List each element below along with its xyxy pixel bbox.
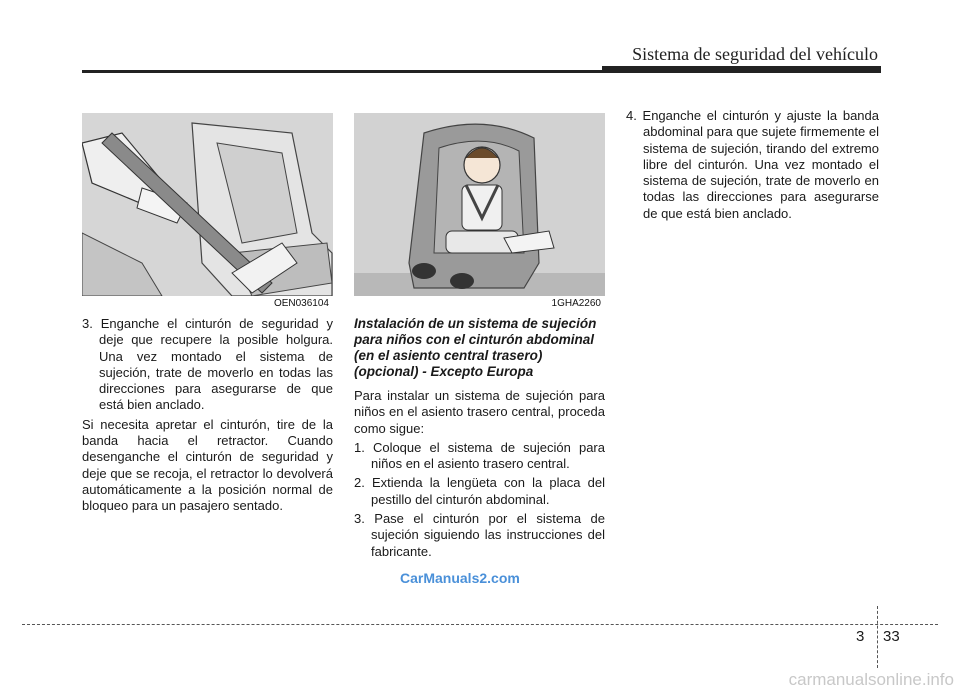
figure-belt-tightening xyxy=(82,113,333,310)
header-rule-accent xyxy=(602,66,881,72)
text-column-1 xyxy=(82,316,333,518)
intro-paragraph: Para instalar un sistema de sujeción para niños en el asiento trasero central, proceda como sigue: xyxy=(354,388,605,436)
figure-caption: OEN036104 xyxy=(273,298,329,309)
page-number: 33 xyxy=(883,628,900,645)
watermark-link[interactable]: CarManuals2.com xyxy=(400,570,520,586)
figure-child-seat xyxy=(354,113,605,310)
text-column-2 xyxy=(354,316,605,563)
paragraph-retractor: Si necesita apretar el cinturón, tire de la banda hacia el retractor. Cuando desenganche el cinturón de seguridad y deje que se recoja, el retractor lo devolverá automáticamente a la posición normal de bloqueo para un pasajero sentado. xyxy=(82,416,333,514)
step-3: 3. Pase el cinturón por el sistema de sujeción siguiendo las instrucciones del fabricante. xyxy=(354,511,605,559)
step-1: 1. Coloque el sistema de sujeción para niños en el asiento trasero central. xyxy=(354,439,605,472)
chapter-number: 3 xyxy=(856,628,865,645)
step-4: 4. Enganche el cinturón y ajuste la banda abdominal para que sujete firmemente el sistema de sujeción, tirando del extremo libre del cinturón. Una vez montado el sistema de sujeción, trate de moverlo en todas las direcciones para asegurarse de que está bien anclado. xyxy=(626,108,879,221)
illustration-hands-belt xyxy=(82,113,333,310)
illustration-child-in-seat xyxy=(354,113,605,310)
footer-rule xyxy=(22,624,938,625)
section-subheading: Instalación de un sistema de sujeción para niños con el cinturón abdominal (en el asiento central trasero) (opcional) - Excepto Europa xyxy=(354,316,597,379)
text-column-3 xyxy=(626,108,879,225)
step-2: 2. Extienda la lengüeta con la placa del pestillo del cinturón abdominal. xyxy=(354,475,605,507)
site-watermark: carmanualsonline.info xyxy=(788,670,954,689)
footer-divider xyxy=(877,606,878,668)
running-header-title: Sistema de seguridad del vehículo xyxy=(632,44,878,64)
step-3: 3. Enganche el cinturón de seguridad y deje que recupere la posible holgura. Una vez montado el sistema de sujeción, trate de moverlo en todas las direcciones para asegurarse de que está bien anclado. xyxy=(82,316,333,413)
figure-caption: 1GHA2260 xyxy=(551,298,601,309)
